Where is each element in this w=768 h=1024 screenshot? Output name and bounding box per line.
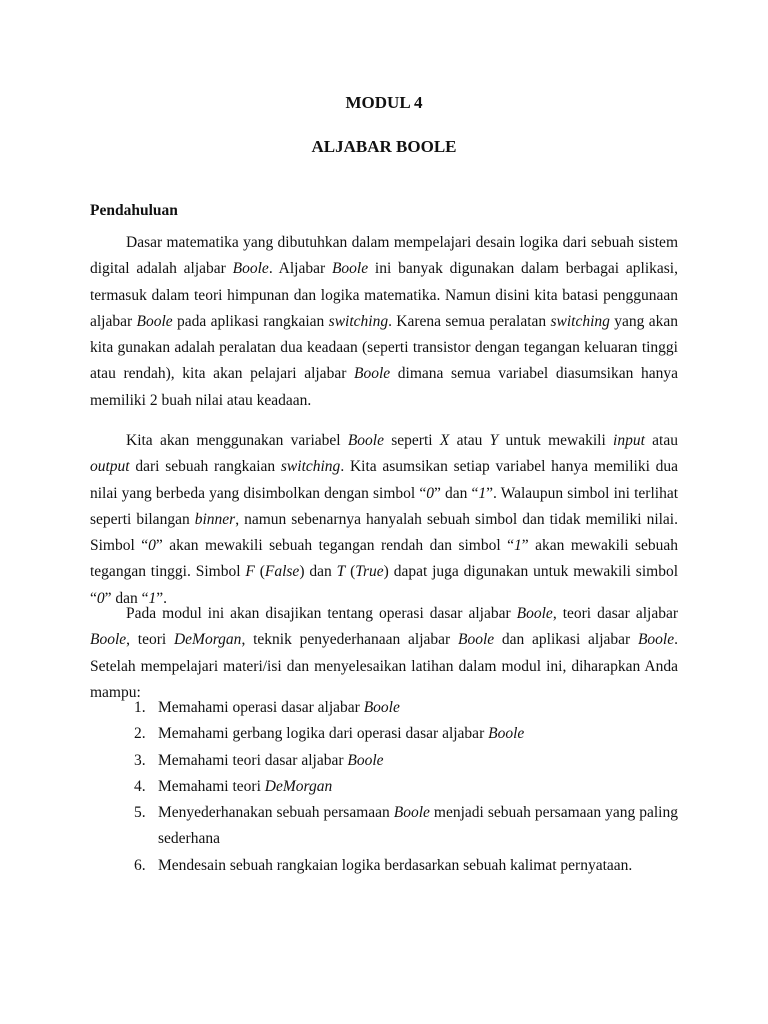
text-run: (: [254, 563, 265, 581]
objective-number: 6.: [134, 856, 146, 874]
text-run: ” akan mewakili sebuah tegangan tinggi. Simbol: [90, 537, 679, 581]
paragraph-variables: [90, 428, 678, 612]
text-run: atau: [449, 432, 490, 449]
italic-term: switching: [550, 312, 610, 330]
italic-term: Boole: [136, 312, 173, 330]
italic-term: switching: [328, 312, 389, 330]
italic-term: Boole: [354, 365, 391, 383]
text-run: untuk mewakili: [498, 432, 614, 449]
text-run: seperti: [384, 432, 440, 449]
italic-term: Boole: [90, 631, 127, 649]
text-run: Pada modul ini akan disajikan tentang operasi dasar aljabar: [126, 605, 517, 622]
text-run: , teori dasar aljabar: [552, 605, 678, 622]
objective-number: 4.: [134, 777, 146, 795]
text-run: dan aplikasi aljabar: [494, 631, 638, 649]
italic-term: DeMorgan: [173, 631, 242, 649]
objective-item: [90, 800, 678, 853]
text-run: . Kita asumsikan setiap variabel hanya memiliki dua nilai yang berbeda yang disimbolkan dengan simbol “: [90, 458, 679, 502]
italic-term: Boole: [232, 260, 269, 278]
text-run: ini banyak digunakan dalam berbagai aplikasi, termasuk dalam teori himpunan dan logika matematika. Namun disini kita batasi penggunaan aljabar: [90, 260, 678, 330]
italic-term: 0: [426, 484, 434, 502]
paragraph-intro: [90, 230, 678, 414]
text-run: Dasar matematika yang dibutuhkan dalam mempelajari desain logika dari sebuah sistem digital adalah aljabar: [90, 234, 678, 278]
text-run: ” dan “: [433, 484, 479, 502]
text-run: (: [345, 563, 356, 581]
italic-term: switching: [280, 458, 341, 476]
italic-term: binner: [194, 510, 236, 528]
objectives-list: [90, 695, 678, 879]
text-run: Memahami teori dasar aljabar: [158, 751, 348, 769]
text-run: ” dan “: [104, 589, 149, 607]
objective-item: [90, 774, 678, 800]
italic-term: False: [264, 563, 300, 581]
section-heading: Pendahuluan: [90, 202, 178, 219]
italic-term: Boole: [363, 699, 400, 716]
italic-term: Boole: [637, 631, 675, 649]
objective-number: 1.: [134, 699, 146, 716]
text-run: Memahami teori: [158, 777, 265, 795]
text-run: ) dapat juga digunakan untuk mewakili simbol “: [90, 563, 679, 607]
text-run: . Setelah mempelajari materi/isi dan menyelesaikan latihan dalam modul ini, diharapkan Anda mampu:: [90, 631, 678, 701]
italic-term: Boole: [488, 725, 525, 743]
text-run: dari sebuah rangkaian: [129, 458, 281, 476]
objective-item: [90, 748, 678, 774]
italic-term: T: [336, 563, 346, 581]
italic-term: DeMorgan: [264, 777, 333, 795]
text-run: ”. Walaupun simbol ini terlihat seperti bilangan: [90, 484, 678, 528]
text-run: , teknik penyederhanaan aljabar: [241, 631, 458, 649]
text-run: , teori: [126, 631, 174, 649]
module-title: MODUL 4: [345, 93, 423, 112]
italic-term: 1: [514, 537, 522, 555]
objective-number: 2.: [134, 725, 146, 743]
italic-term: 0: [96, 589, 105, 607]
italic-term: X: [439, 432, 450, 449]
objective-number: 3.: [134, 751, 146, 769]
italic-term: Boole: [347, 751, 384, 769]
italic-term: F: [245, 563, 255, 581]
italic-term: output: [90, 458, 130, 476]
text-run: dimana semua variabel diasumsikan hanya memiliki 2 buah nilai atau keadaan.: [90, 365, 678, 409]
objective-number: 5.: [134, 804, 146, 822]
italic-term: Boole: [393, 804, 430, 822]
text-run: Mendesain sebuah rangkaian logika berdasarkan sebuah kalimat pernyataan.: [158, 856, 633, 874]
objective-item: [90, 695, 678, 721]
text-run: ) dan: [299, 563, 337, 581]
text-run: Menyederhanakan sebuah persamaan: [158, 804, 394, 822]
italic-term: Boole: [457, 631, 495, 649]
text-run: menjadi sebuah persamaan yang paling sederhana: [158, 804, 678, 848]
paragraph-module-scope: [90, 601, 678, 706]
italic-term: Boole: [347, 432, 384, 449]
italic-term: Boole: [516, 605, 553, 622]
text-run: Memahami operasi dasar aljabar: [158, 699, 364, 716]
text-run: atau: [644, 432, 678, 449]
italic-term: Boole: [331, 260, 369, 278]
objective-item: [90, 853, 678, 879]
objective-item: [90, 721, 678, 747]
text-run: . Karena semua peralatan: [388, 312, 551, 330]
italic-term: 1: [148, 589, 157, 607]
text-run: . Aljabar: [268, 260, 332, 278]
text-run: pada aplikasi rangkaian: [172, 312, 329, 330]
text-run: Memahami gerbang logika dari operasi dasar aljabar: [158, 725, 489, 743]
text-run: ”.: [156, 589, 168, 607]
italic-term: 1: [478, 484, 487, 502]
italic-term: input: [613, 432, 645, 449]
module-subtitle: ALJABAR BOOLE: [311, 137, 457, 156]
italic-term: True: [355, 563, 384, 581]
text-run: , namun sebenarnya hanyalah sebuah simbol dan tidak memiliki nilai. Simbol “: [90, 510, 678, 555]
text-run: Kita akan menggunakan variabel: [126, 432, 348, 449]
italic-term: 0: [148, 537, 156, 555]
text-run: yang akan kita gunakan adalah peralatan dua keadaan (seperti transistor dengan tegangan keluaran tinggi atau rendah), kita akan pelajari aljabar: [90, 312, 679, 383]
text-run: ” akan mewakili sebuah tegangan rendah dan simbol “: [155, 537, 515, 555]
italic-term: Y: [489, 432, 499, 449]
